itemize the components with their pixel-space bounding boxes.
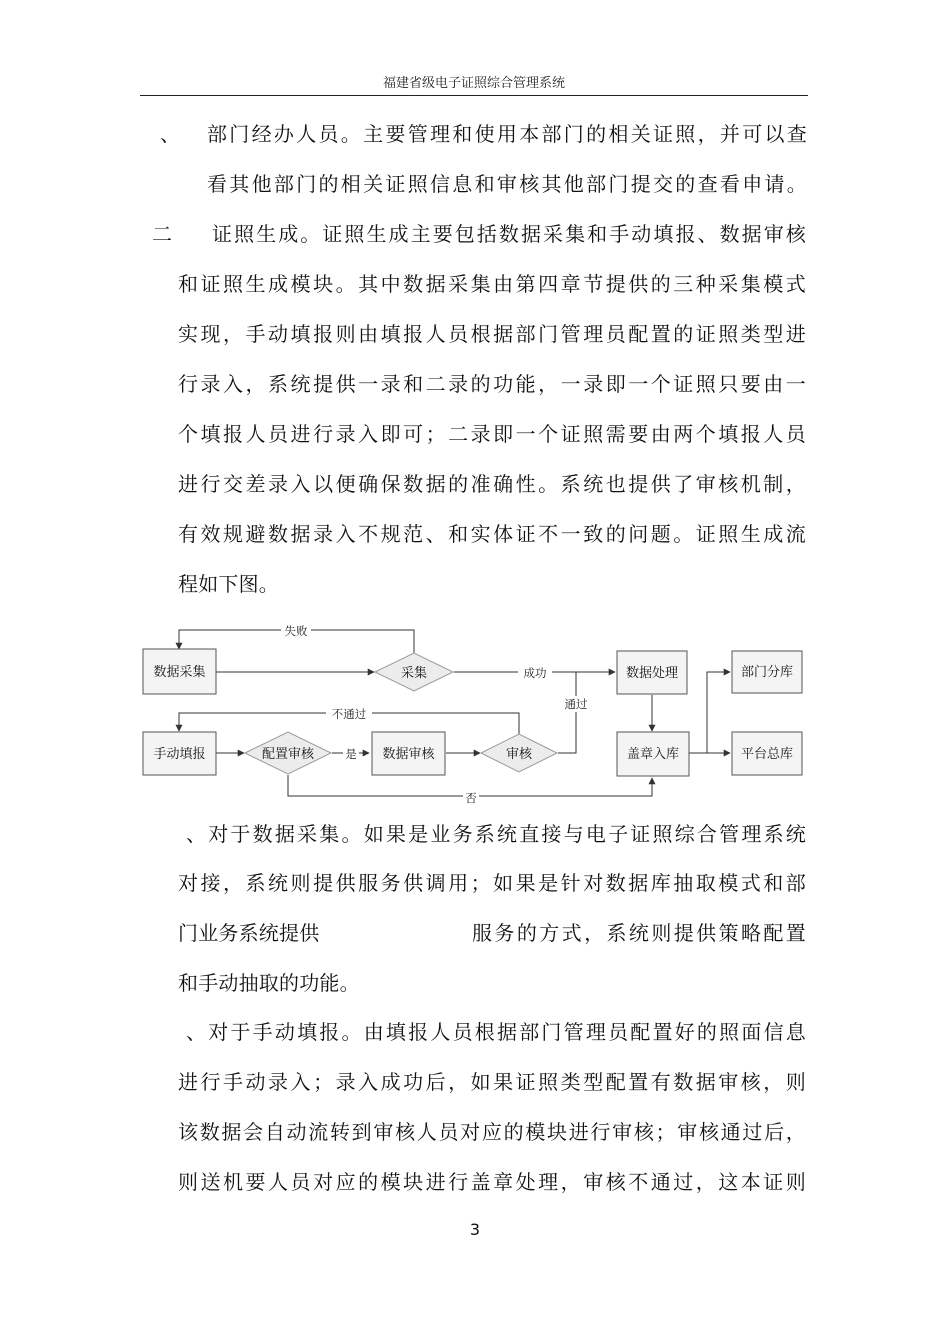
body-line: 、对于手动填报。由填报人员根据部门管理员配置好的照面信息: [186, 1020, 806, 1044]
svg-text:平台总库: 平台总库: [740, 747, 794, 762]
body-line: 部门经办人员。主要管理和使用本部门的相关证照，并可以查: [207, 122, 807, 146]
body-line: 进行手动录入；录入成功后，如果证照类型配置有数据审核，则: [178, 1070, 806, 1094]
body-line: 和手动抽取的功能。: [178, 971, 360, 995]
body-line: 有效规避数据录入不规范、和实体证不一致的问题。证照生成流: [178, 522, 806, 546]
page-number: 3: [469, 1220, 481, 1239]
list-marker: 、: [160, 122, 180, 146]
body-line: 看其他部门的相关证照信息和审核其他部门提交的查看申请。: [207, 172, 807, 196]
body-line: 实现，手动填报则由填报人员根据部门管理员配置的证照类型进: [178, 322, 806, 346]
svg-text:数据处理: 数据处理: [625, 666, 679, 681]
svg-text:采集: 采集: [400, 666, 428, 681]
edge-label-fail: 失败: [284, 624, 308, 638]
body-line: 进行交差录入以便确保数据的准确性。系统也提供了审核机制，: [178, 472, 806, 496]
node-data-process: [617, 651, 687, 694]
node-dept-repo: [732, 651, 802, 693]
edge-label-no: 否: [465, 791, 477, 805]
node-platform-repo: [732, 732, 802, 775]
header-divider: [140, 95, 808, 96]
body-line: 服务的方式，系统则提供策略配置: [472, 921, 806, 945]
body-line: 和证照生成模块。其中数据采集由第四章节提供的三种采集模式: [178, 272, 806, 296]
node-manual-fill: [143, 732, 216, 775]
svg-text:数据审核: 数据审核: [382, 747, 435, 762]
list-marker: 二: [152, 222, 172, 246]
flowchart-diagram: [140, 615, 820, 815]
body-line: 行录入，系统提供一录和二录的功能，一录即一个证照只要由一: [178, 372, 806, 396]
node-data-review: [372, 732, 445, 775]
svg-text:手动填报: 手动填报: [153, 747, 206, 762]
node-review-decision: [481, 734, 557, 772]
body-line: 则送机要人员对应的模块进行盖章处理，审核不通过，这本证则: [178, 1170, 806, 1194]
body-line: 、对于数据采集。如果是业务系统直接与电子证照综合管理系统: [186, 822, 806, 846]
svg-text:盖章入库: 盖章入库: [626, 747, 680, 762]
page-header-title: 福建省级电子证照综合管理系统: [382, 76, 565, 91]
edge-pass: [558, 672, 576, 753]
body-line: 该数据会自动流转到审核人员对应的模块进行审核；审核通过后，: [178, 1120, 806, 1144]
svg-text:部门分库: 部门分库: [740, 665, 794, 680]
node-collect-decision: [375, 653, 453, 691]
svg-text:数据采集: 数据采集: [153, 665, 206, 680]
edge-label-success: 成功: [523, 666, 547, 680]
node-data-collect: [143, 649, 216, 694]
body-line: 门业务系统提供: [178, 921, 320, 945]
edge-label-pass: 通过: [564, 697, 588, 711]
edge-to-dept-repo: [689, 672, 730, 753]
svg-text:配置审核: 配置审核: [261, 747, 315, 762]
edge-label-yes: 是: [345, 747, 357, 761]
body-line: 程如下图。: [178, 572, 279, 596]
body-line: 证照生成。证照生成主要包括数据采集和手动填报、数据审核: [212, 222, 806, 246]
node-config-review-decision: [245, 732, 331, 774]
svg-text:审核: 审核: [505, 747, 533, 762]
node-seal-store: [617, 732, 689, 776]
body-line: 对接，系统则提供服务供调用；如果是针对数据库抽取模式和部: [178, 871, 806, 895]
edge-label-not-pass: 不通过: [331, 707, 367, 721]
body-line: 个填报人员进行录入即可；二录即一个证照需要由两个填报人员: [178, 422, 806, 446]
